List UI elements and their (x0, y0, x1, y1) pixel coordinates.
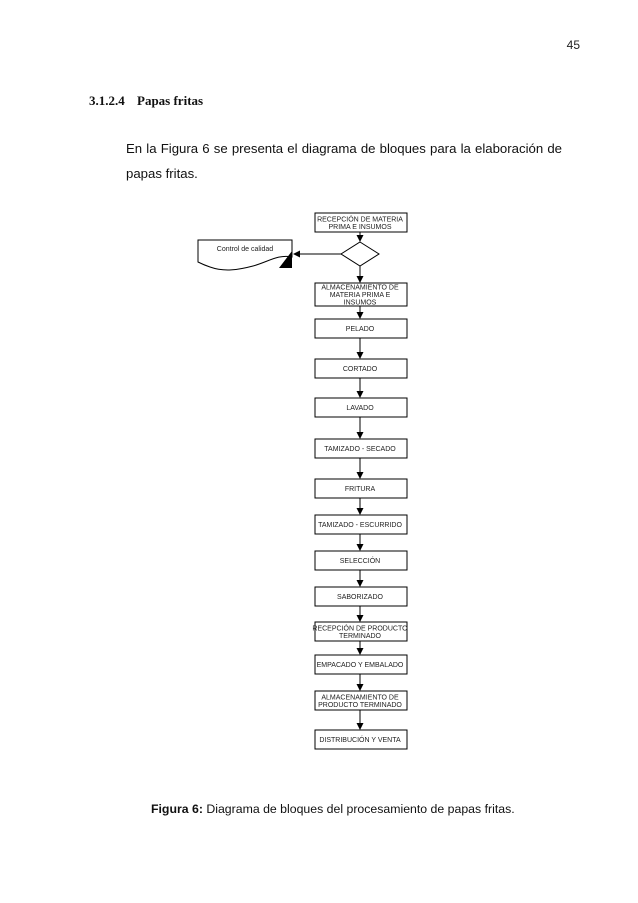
process-step (315, 730, 407, 749)
quality-control-label: Control de calidad (216, 246, 274, 253)
step-label: FRITURA (344, 486, 376, 493)
step-label: LAVADO (346, 405, 374, 412)
caption-label: Figura 6: (151, 802, 203, 816)
step-label: DISTRIBUCIÓN Y VENTA (319, 737, 401, 744)
step-label: TAMIZADO - ESCURRIDO (318, 522, 402, 529)
page-number: 45 (566, 38, 580, 52)
process-step (315, 551, 407, 570)
process-step (315, 319, 407, 338)
process-step (315, 398, 407, 417)
process-step (315, 515, 407, 534)
step-label: INSUMOS (343, 299, 377, 307)
step-label: SELECCIÓN (339, 558, 381, 565)
step-label: MATERIA PRIMA E (329, 292, 391, 299)
caption-text: Diagrama de bloques del procesamiento de papas fritas. (202, 802, 515, 816)
step-label: TAMIZADO - SECADO (324, 446, 396, 453)
section-title: Papas fritas (137, 93, 204, 108)
step-label: ALMACENAMIENTO DE (321, 694, 399, 702)
process-step (315, 439, 407, 458)
step-label: SABORIZADO (337, 594, 383, 601)
process-step (315, 479, 407, 498)
step-label: CORTADO (342, 366, 378, 373)
process-step (315, 283, 407, 307)
process-step (315, 587, 407, 606)
step-label: PRODUCTO TERMINADO (318, 701, 402, 709)
process-step (315, 655, 407, 674)
quality-control-document (198, 240, 292, 270)
section-number: 3.1.2.4 (89, 93, 125, 108)
step-label: TERMINADO (339, 632, 381, 640)
step-label: PRIMA E INSUMOS (328, 223, 392, 231)
process-step (315, 359, 407, 378)
process-step (315, 213, 407, 232)
step-label: EMPACADO Y EMBALADO (316, 662, 404, 669)
process-step (312, 622, 408, 641)
figure-caption (151, 802, 515, 816)
step-label: ALMACENAMIENTO DE (321, 284, 399, 292)
process-step (315, 691, 407, 710)
intro-paragraph: En la Figura 6 se presenta el diagrama de bloques para la elaboración de papas fritas. (126, 141, 562, 181)
step-label: PELADO (345, 326, 375, 333)
step-label: RECEPCIÓN DE PRODUCTO (312, 625, 408, 633)
step-label: RECEPCIÓN DE MATERIA (317, 216, 403, 224)
inspection-diamond (341, 242, 379, 266)
